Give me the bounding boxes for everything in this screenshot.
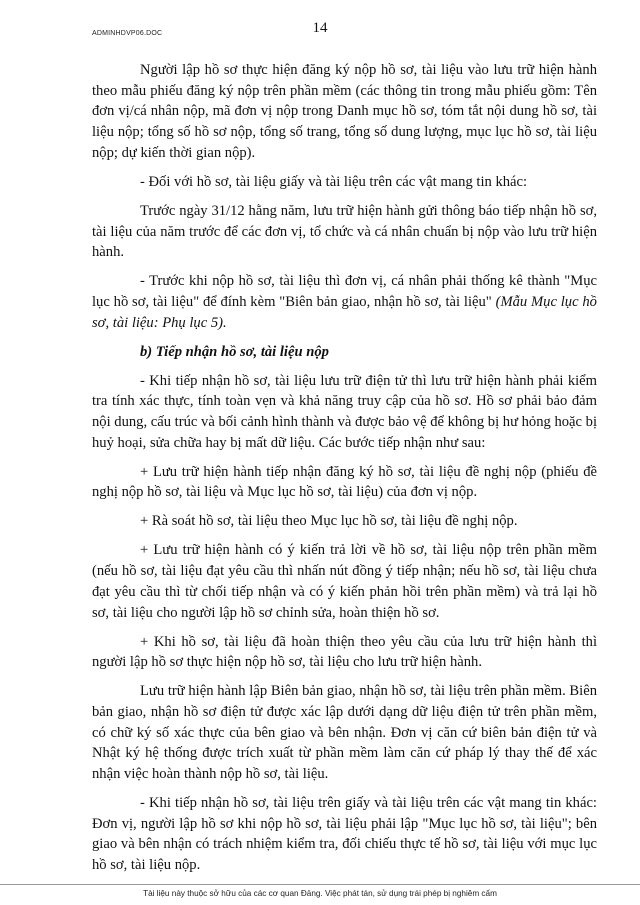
paragraph-handover-minutes: Lưu trữ hiện hành lập Biên bản giao, nhận hồ sơ, tài liệu trên phần mềm. Biên bản giao, nhận hồ sơ điện tử được xác lập dưới dạng dữ liệu điện tử trên phần mềm, có chữ ký số xác thực của bên giao và bên nhận. Đơn vị căn cứ biên bản điện tử và Nhật ký hệ thống được trích xuất từ phần mềm làm căn cứ pháp lý thay thế để xác nhận việc hoàn thành nộp hồ sơ, tài liệu. [92, 683, 597, 783]
step-submit: + Khi hồ sơ, tài liệu đã hoàn thiện theo yêu cầu của lưu trữ hiện hành thì người lập hồ sơ thực hiện nộp hồ sơ, tài liệu cho lưu trữ hiện hành. [92, 633, 597, 671]
document-id: ADMINHDVP06.DOC [92, 30, 163, 37]
paragraph-paper-records: - Đối với hồ sơ, tài liệu giấy và tài liệu trên các vật mang tin khác: [140, 173, 528, 190]
paragraph-paper-receipt: - Khi tiếp nhận hồ sơ, tài liệu trên giấy và tài liệu trên các vật mang tin khác: Đơn vị, người lập hồ sơ khi nộp hồ sơ, tài liệu phải lập "Mục lục hồ sơ, tài liệu"; bên giao và bên nhận có trách nhiệm kiểm tra, đối chiếu thực tế hồ sơ, tài liệu với mục lục hồ sơ, tài liệu nộp. [92, 795, 597, 874]
paragraph-electronic-receipt: - Khi tiếp nhận hồ sơ, tài liệu lưu trữ điện tử thì lưu trữ hiện hành phải kiểm tra tính xác thực, tính toàn vẹn và khả năng truy cập của hồ sơ. Hồ sơ phải bảo đảm nội dung, cấu trúc và bối cảnh hình thành và được bảo vệ để không bị hư hỏng hoặc bị huỷ hoại, sửa chữa hay bị mất dữ liệu. Các bước tiếp nhận như sau: [92, 372, 598, 451]
footer-notice: Tài liệu này thuộc sở hữu của các cơ quan Đảng. Việc phát tán, sử dụng trái phép bị nghiêm cấm [143, 889, 497, 898]
step-response: + Lưu trữ hiện hành có ý kiến trả lời về hồ sơ, tài liệu nộp trên phần mềm (nếu hồ sơ, tài liệu đạt yêu cầu thì nhấn nút đồng ý tiếp nhận; nếu hồ sơ, tài liệu chưa đạt yêu cầu thì từ chối tiếp nhận và có ý kiến phản hồi trên phần mềm) và trả lại hồ sơ, tài liệu cho người lập hồ sơ chỉnh sửa, hoàn thiện hồ sơ. [92, 542, 597, 621]
paragraph-registration: Người lập hồ sơ thực hiện đăng ký nộp hồ sơ, tài liệu vào lưu trữ hiện hành theo mẫu phiếu đăng ký nộp trên phần mềm (các thông tin trong mẫu phiếu gồm: Tên đơn vị/cá nhân nộp, mã đơn vị nộp trong Danh mục hồ sơ, tóm tắt nội dung hồ sơ, tài liệu nộp; tổng số hồ sơ nộp, tổng số trang, tổng số dung lượng, mục lục hồ sơ, tài liệu nộp; dự kiến thời gian nộp). [92, 62, 597, 161]
page-number: 14 [312, 20, 328, 36]
document-body [92, 60, 597, 884]
paragraph-inventory-text: - Trước khi nộp hồ sơ, tài liệu thì đơn vị, cá nhân phải thống kê thành "Mục lục hồ sơ, tài liệu" để đính kèm "Biên bản giao, nhận hồ sơ, tài liệu" [92, 273, 597, 310]
paragraph-annual-notice: Trước ngày 31/12 hằng năm, lưu trữ hiện hành gửi thông báo tiếp nhận hồ sơ, tài liệu của năm trước để các đơn vị, tổ chức và cá nhân chuẩn bị nộp vào lưu trữ hiện hành. [92, 202, 597, 261]
paragraph-inventory [92, 271, 597, 333]
footer-divider [0, 884, 640, 885]
step-review: + Rà soát hồ sơ, tài liệu theo Mục lục hồ sơ, tài liệu đề nghị nộp. [140, 513, 518, 530]
step-register: + Lưu trữ hiện hành tiếp nhận đăng ký hồ sơ, tài liệu đề nghị nộp (phiếu đề nghị nộp hồ sơ, tài liệu và Mục lục hồ sơ, tài liệu) của đơn vị nộp. [92, 463, 597, 501]
appendix-reference: (Mẫu Mục lục hồ sơ, tài liệu: Phụ lục 5). [92, 293, 597, 331]
section-heading-b: b) Tiếp nhận hồ sơ, tài liệu nộp [140, 343, 329, 360]
